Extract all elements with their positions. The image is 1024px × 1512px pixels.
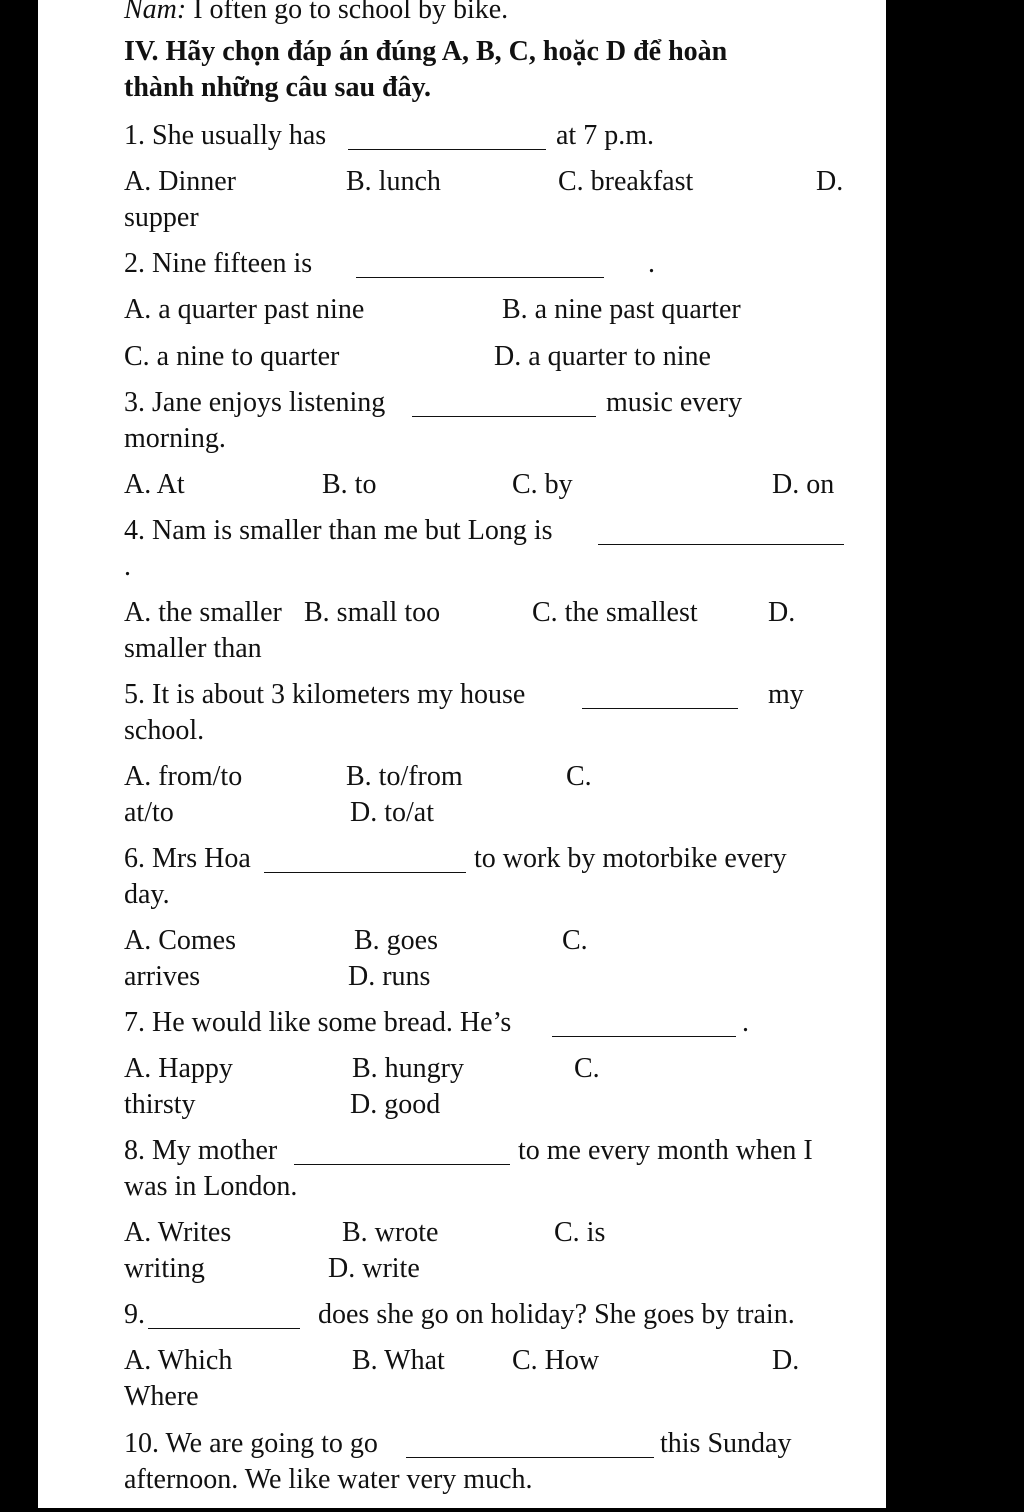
question-6-option-a: A. Comes [124,925,236,956]
question-8-option-d: D. write [328,1253,420,1284]
question-7-option-d: D. good [350,1089,441,1120]
question-4-text-wrap: . [124,551,131,582]
question-8-blank [294,1164,510,1165]
question-1-blank [348,149,546,150]
question-2-text-end: . [648,248,655,279]
question-8-option-c: C. is [554,1217,606,1248]
question-4-option-a: A. the smaller [124,597,282,628]
question-4-option-b: B. small too [304,597,441,628]
question-3-text: 3. Jane enjoys listening [124,387,386,418]
question-3-option-d: D. on [772,469,835,500]
question-5-option-b: B. to/from [346,761,463,792]
question-7-option-b: B. hungry [352,1053,464,1084]
question-6-option-c-wrap: arrives [124,961,201,992]
question-5-text-wrap: school. [124,715,205,746]
question-2-blank [356,277,604,278]
previous-answer-text: I often go to school by bike. [193,0,509,25]
question-5-option-d: D. to/at [350,797,434,828]
question-9-option-b: B. What [352,1345,445,1376]
question-7-option-c: C. [574,1053,600,1084]
question-3-option-a: A. At [124,469,185,500]
question-5-blank [582,708,738,709]
question-6-text-end: to work by motorbike every [474,843,787,874]
question-7-blank [552,1036,736,1037]
question-2-text: 2. Nine fifteen is [124,248,313,279]
question-7-text-end: . [742,1007,749,1038]
question-8-option-a: A. Writes [124,1217,232,1248]
question-2-option-c: C. a nine to quarter [124,341,340,372]
question-5-text: 5. It is about 3 kilometers my house [124,679,526,710]
section-heading-line-2: thành những câu sau đây. [124,72,432,103]
question-4-option-d: D. [768,597,796,628]
question-8-text: 8. My mother [124,1135,278,1166]
question-6-text-wrap: day. [124,879,170,910]
question-6-option-b: B. goes [354,925,438,956]
question-3-blank [412,416,596,417]
question-9-option-d: D. [772,1345,800,1376]
question-5-option-a: A. from/to [124,761,243,792]
question-8-text-wrap: was in London. [124,1171,298,1202]
question-1-option-c: C. breakfast [558,166,694,197]
question-10-text: 10. We are going to go [124,1428,378,1459]
question-6-option-c: C. [562,925,588,956]
question-7-option-c-wrap: thirsty [124,1089,196,1120]
question-3-text-end: music every [606,387,743,418]
question-4-option-c: C. the smallest [532,597,698,628]
question-10-blank [406,1457,654,1458]
question-7-option-a: A. Happy [124,1053,233,1084]
question-1-option-d: D. [816,166,844,197]
question-10-text-wrap: afternoon. We like water very much. [124,1464,533,1495]
question-5-text-end: my [768,679,804,710]
question-5-option-c: C. [566,761,592,792]
question-8-option-c-wrap: writing [124,1253,205,1284]
question-8-text-end: to me every month when I [518,1135,813,1166]
question-8-option-b: B. wrote [342,1217,439,1248]
question-1-option-b: B. lunch [346,166,441,197]
question-9-blank [148,1328,300,1329]
question-2-option-a: A. a quarter past nine [124,294,365,325]
question-1-option-d-wrap: supper [124,202,199,233]
question-9-number: 9. [124,1299,145,1330]
question-9-option-c: C. How [512,1345,600,1376]
question-5-option-c-wrap: at/to [124,797,174,828]
question-3-text-wrap: morning. [124,423,226,454]
question-9-option-d-wrap: Where [124,1381,199,1412]
question-2-option-b: B. a nine past quarter [502,294,741,325]
question-1-text: 1. She usually has [124,120,327,151]
question-4-blank [598,544,844,545]
question-9-option-a: A. Which [124,1345,233,1376]
worksheet-page [38,0,886,1508]
question-4-option-d-wrap: smaller than [124,633,262,664]
question-7-text: 7. He would like some bread. He’s [124,1007,512,1038]
previous-answer-line [124,0,508,24]
question-1-option-a: A. Dinner [124,166,236,197]
question-9-text-end: does she go on holiday? She goes by train. [318,1299,795,1330]
question-3-option-b: B. to [322,469,377,500]
section-heading-line-1: IV. Hãy chọn đáp án đúng A, B, C, hoặc D để hoàn [124,36,728,67]
question-6-option-d: D. runs [348,961,431,992]
question-2-option-d: D. a quarter to nine [494,341,711,372]
question-6-text: 6. Mrs Hoa [124,843,251,874]
question-1-text-end: at 7 p.m. [556,120,654,151]
speaker-name: Nam: [124,0,187,25]
question-6-blank [264,872,466,873]
question-4-text: 4. Nam is smaller than me but Long is [124,515,553,546]
question-3-option-c: C. by [512,469,573,500]
question-10-text-end: this Sunday [660,1428,792,1459]
